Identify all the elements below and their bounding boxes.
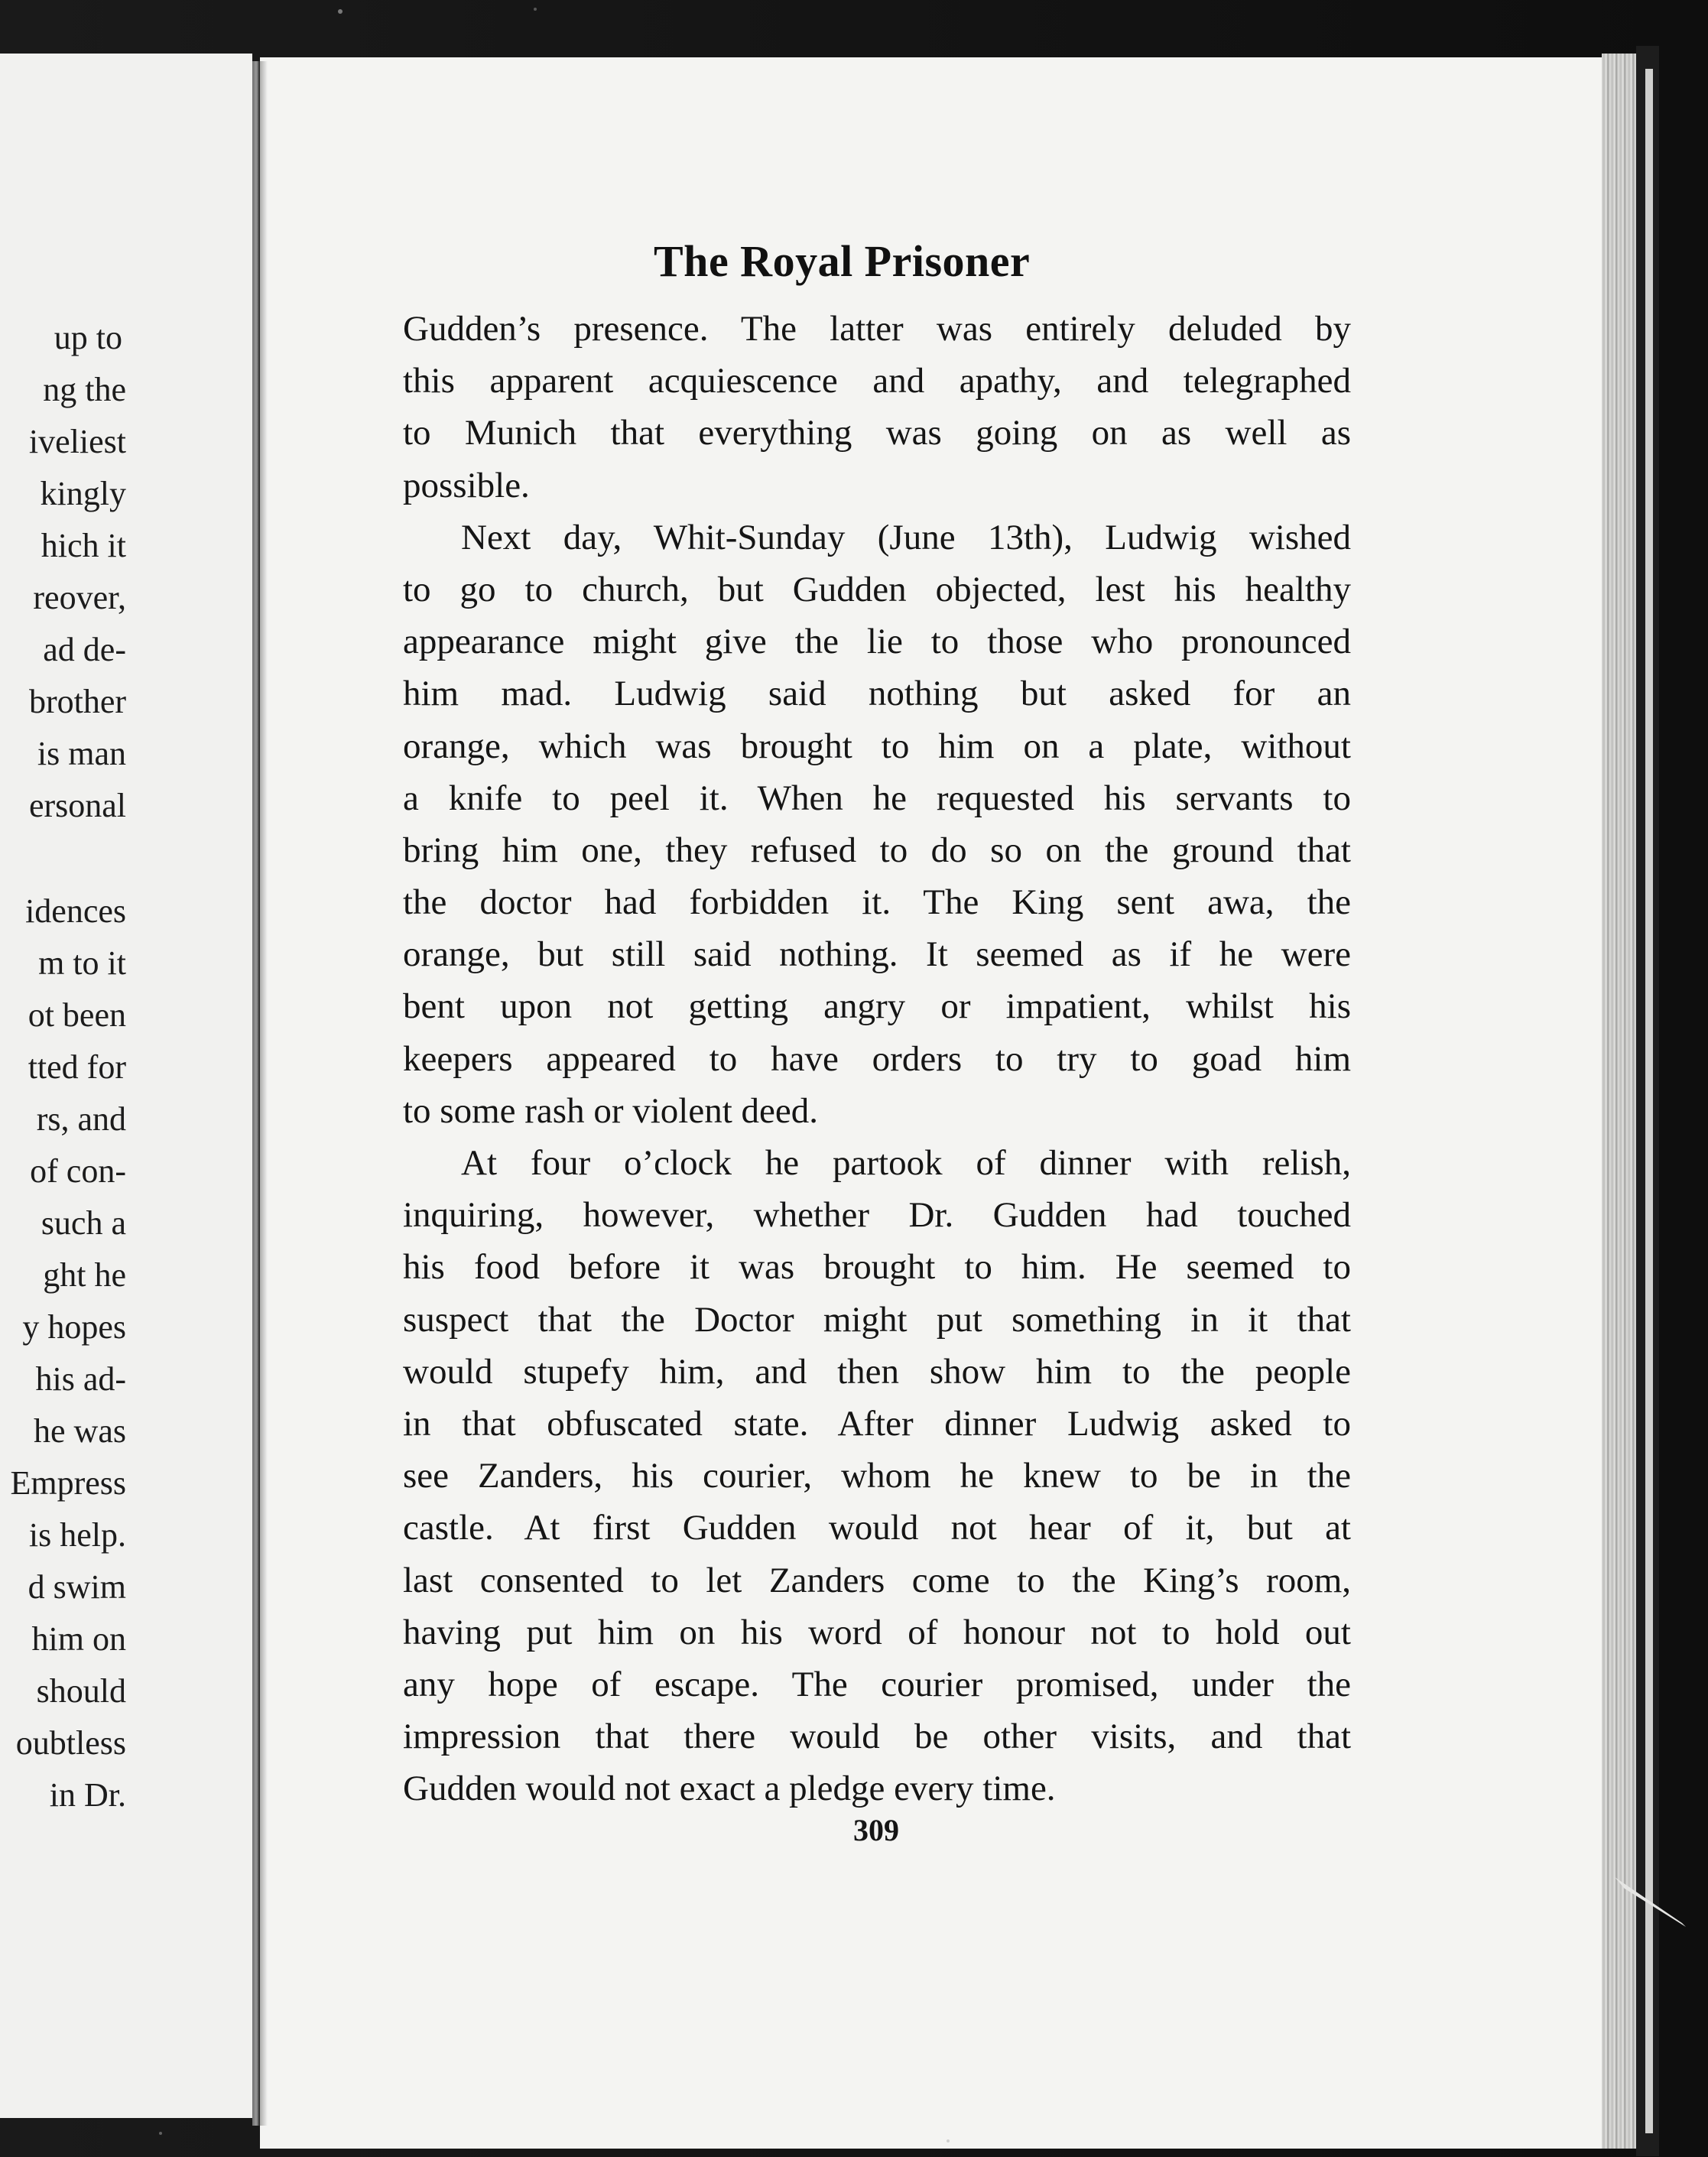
left-page-line: d swim (28, 1568, 126, 1606)
text-line: impression that there would be other visits, and that (403, 1717, 1351, 1757)
left-page-line: ght he (43, 1256, 126, 1294)
text-line: appearance might give the lie to those who pronounced (403, 622, 1351, 662)
left-page-line: him on (31, 1620, 126, 1658)
page-number: 309 (853, 1813, 899, 1847)
left-page-line: ot been (28, 996, 126, 1034)
text-line: any hope of escape. The courier promised, under the (403, 1664, 1351, 1704)
left-page-line: Empress (10, 1464, 126, 1502)
text-line: Next day, Whit-Sunday (June 13th), Ludwig wished (461, 517, 1351, 557)
left-page-line: kingly (40, 475, 126, 512)
left-page-line: m to it (38, 944, 126, 982)
left-page-line: y hopes (22, 1308, 126, 1346)
text-line: to Munich that everything was going on as well as (403, 413, 1351, 453)
left-page-line: ad de- (43, 631, 126, 668)
left-page-line: such a (41, 1204, 126, 1242)
left-page-line: idences (25, 892, 126, 930)
text-line: a knife to peel it. When he requested his servants to (403, 778, 1351, 818)
text-line: to go to church, but Gudden objected, lest his healthy (403, 569, 1351, 609)
text-line: castle. At first Gudden would not hear of it, but at (403, 1508, 1351, 1548)
left-page-line: ersonal (28, 787, 126, 824)
page-edge-highlight (1645, 69, 1653, 2133)
text-line: this apparent acquiescence and apathy, and telegraphed (403, 361, 1351, 401)
body-text (403, 303, 1351, 1814)
left-page-line: up to (54, 319, 122, 356)
left-page-line: tted for (28, 1048, 126, 1086)
text-line: to some rash or violent deed. (403, 1090, 818, 1131)
left-page-line: reover, (33, 579, 126, 616)
left-page-line: should (36, 1672, 126, 1710)
text-line: Gudden’s presence. The latter was entirely deluded by (403, 309, 1351, 349)
left-page-line: brother (28, 683, 126, 720)
left-page-line: his ad- (35, 1360, 126, 1398)
left-page-line: of con- (30, 1152, 126, 1190)
text-line: keepers appeared to have orders to try to goad him (403, 1038, 1351, 1079)
gutter-shadow (258, 61, 268, 2126)
text-line: Gudden would not exact a pledge every time. (403, 1769, 1056, 1809)
left-page-line: rs, and (36, 1100, 126, 1138)
text-line: orange, but still said nothing. It seemed as if he were (403, 934, 1351, 975)
text-line: in that obfuscated state. After dinner Ludwig asked to (403, 1403, 1351, 1444)
text-line: orange, which was brought to him on a plate, without (403, 726, 1351, 766)
left-page-line: ng the (43, 371, 126, 408)
text-line: his food before it was brought to him. He seemed to (403, 1247, 1351, 1288)
text-line: would stupefy him, and then show him to the people (403, 1351, 1351, 1392)
text-line: At four o’clock he partook of dinner with relish, (461, 1143, 1351, 1183)
text-line: see Zanders, his courier, whom he knew to be in the (403, 1456, 1351, 1496)
text-line: having put him on his word of honour not to hold out (403, 1612, 1351, 1652)
left-facing-page (0, 54, 252, 2118)
text-line: last consented to let Zanders come to the King’s room, (403, 1560, 1351, 1600)
running-head: The Royal Prisoner (654, 236, 1031, 286)
left-page-line: he was (34, 1412, 126, 1450)
left-page-line: in Dr. (49, 1776, 126, 1814)
left-page-line: hich it (41, 527, 126, 564)
text-line: the doctor had forbidden it. The King sent awa, the (403, 882, 1351, 923)
left-page-line: is man (37, 735, 126, 772)
text-line: bring him one, they refused to do so on the ground that (403, 830, 1351, 870)
text-line: possible. (403, 465, 530, 505)
left-page-line: iveliest (28, 423, 126, 460)
text-line: bent upon not getting angry or impatient, whilst his (403, 986, 1351, 1027)
text-line: suspect that the Doctor might put something in it that (403, 1299, 1351, 1340)
text-line: inquiring, however, whether Dr. Gudden had touched (403, 1195, 1351, 1236)
text-line: him mad. Ludwig said nothing but asked for an (403, 674, 1351, 714)
left-page-line: oubtless (15, 1724, 126, 1762)
left-page-line: is help. (28, 1516, 126, 1554)
